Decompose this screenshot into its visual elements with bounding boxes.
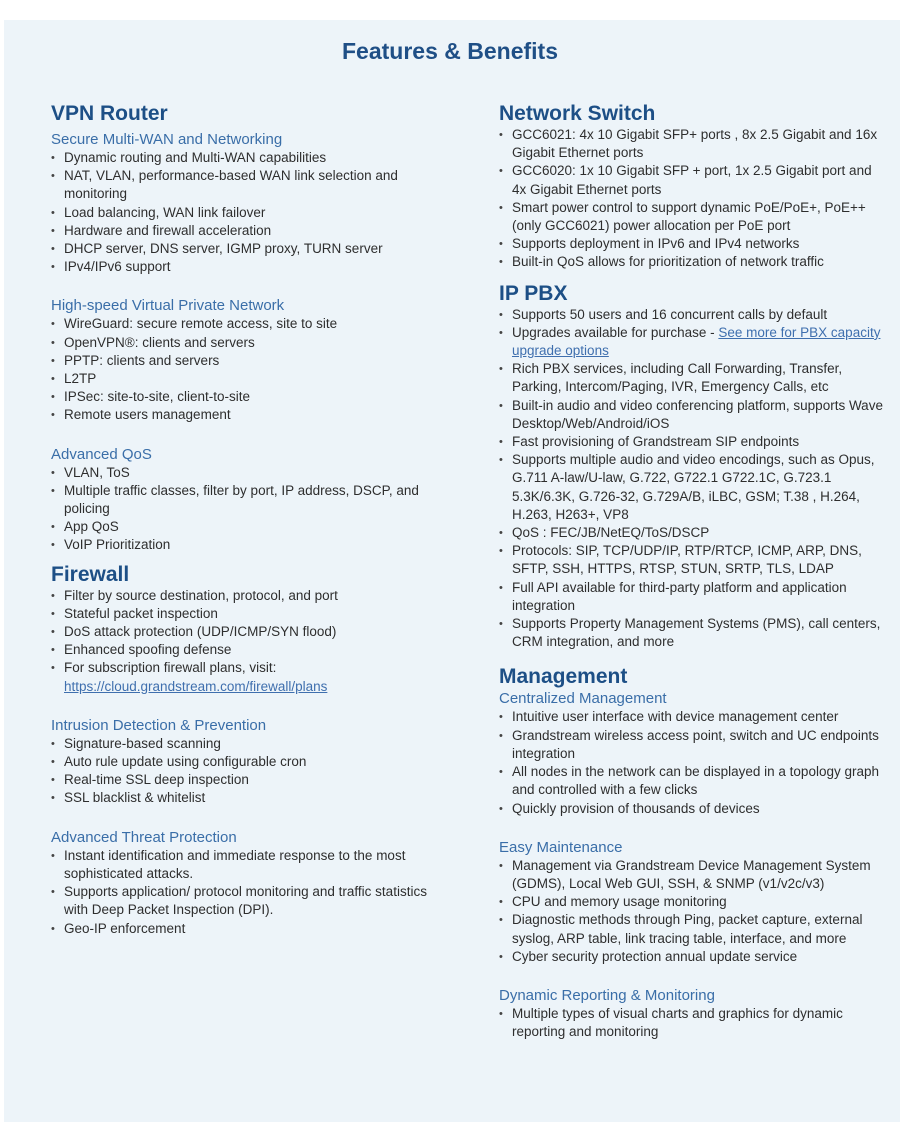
vpn-subheading: High-speed Virtual Private Network xyxy=(51,297,285,315)
list-item: • Intuitive user interface with device management center xyxy=(499,708,889,726)
list-item: • PPTP: clients and servers xyxy=(51,352,443,370)
list-item: • Signature-based scanning xyxy=(51,735,443,753)
ip-pbx-heading: IP PBX xyxy=(499,281,568,305)
qos-subheading: Advanced QoS xyxy=(51,445,152,463)
list-item: • Diagnostic methods through Ping, packet capture, external syslog, ARP table, link tracing table, interface, and more xyxy=(499,911,889,947)
list-item: • IPv4/IPv6 support xyxy=(51,258,443,276)
right-column xyxy=(499,102,889,1041)
list-item: • Enhanced spoofing defense xyxy=(51,641,443,659)
list-item: • Load balancing, WAN link failover xyxy=(51,204,443,222)
list-item: • Grandstream wireless access point, switch and UC endpoints integration xyxy=(499,727,889,763)
firewall-heading: Firewall xyxy=(51,562,130,586)
list-item: • Management via Grandstream Device Management System (GDMS), Local Web GUI, SSH, & SNMP (v1/v2c/v3) xyxy=(499,857,889,893)
list-item: • IPSec: site-to-site, client-to-site xyxy=(51,388,443,406)
list-item: • GCC6021: 4x 10 Gigabit SFP+ ports , 8x 2.5 Gigabit and 16x Gigabit Ethernet ports xyxy=(499,126,889,162)
vpn-list xyxy=(51,315,443,424)
list-item xyxy=(51,659,443,695)
ip-pbx-list xyxy=(499,306,889,652)
centralized-list xyxy=(499,708,889,817)
list-item: • Dynamic routing and Multi-WAN capabilities xyxy=(51,149,443,167)
maintenance-subheading: Easy Maintenance xyxy=(499,838,623,856)
centralized-subheading: Centralized Management xyxy=(499,690,667,708)
threat-subheading: Advanced Threat Protection xyxy=(51,828,237,846)
list-item: • Smart power control to support dynamic PoE/PoE+, PoE++ (only GCC6021) power allocation per PoE port xyxy=(499,199,889,235)
list-item: • App QoS xyxy=(51,518,443,536)
reporting-list xyxy=(499,1005,889,1041)
list-item: • L2TP xyxy=(51,370,443,388)
intrusion-list xyxy=(51,735,443,808)
list-item: • SSL blacklist & whitelist xyxy=(51,789,443,807)
list-item: • Filter by source destination, protocol, and port xyxy=(51,587,443,605)
list-item: • Rich PBX services, including Call Forwarding, Transfer, Parking, Intercom/Paging, IVR, Emergency Calls, etc xyxy=(499,360,889,396)
pbx-upgrade-link[interactable]: See more for PBX capacity upgrade options xyxy=(512,324,881,359)
management-heading: Management xyxy=(499,665,628,689)
list-item: • Geo-IP enforcement xyxy=(51,920,443,938)
list-item: • QoS : FEC/JB/NetEQ/ToS/DSCP xyxy=(499,524,889,542)
multi-wan-list xyxy=(51,149,443,276)
threat-list xyxy=(51,847,443,938)
qos-list xyxy=(51,464,443,555)
vpn-router-heading: VPN Router xyxy=(51,102,168,125)
list-item: • WireGuard: secure remote access, site to site xyxy=(51,315,443,333)
upgrade-text: Upgrades available for purchase - xyxy=(512,324,719,340)
list-item: • GCC6020: 1x 10 Gigabit SFP + port, 1x 2.5 Gigabit port and 4x Gigabit Ethernet ports xyxy=(499,162,889,198)
list-item: • Quickly provision of thousands of devices xyxy=(499,800,889,818)
list-item: • Fast provisioning of Grandstream SIP endpoints xyxy=(499,433,889,451)
multi-wan-subheading: Secure Multi-WAN and Networking xyxy=(51,131,283,148)
list-item: • Remote users management xyxy=(51,406,443,424)
list-item: • Protocols: SIP, TCP/UDP/IP, RTP/RTCP, ICMP, ARP, DNS, SFTP, SSH, HTTPS, RTSP, STUN, SRTP, TLS, LDAP xyxy=(499,542,889,578)
list-item: • Built-in QoS allows for prioritization of network traffic xyxy=(499,253,889,271)
firewall-plans-text: For subscription firewall plans, visit: xyxy=(64,660,277,676)
list-item: • Multiple types of visual charts and graphics for dynamic reporting and monitoring xyxy=(499,1005,889,1041)
list-item: • DHCP server, DNS server, IGMP proxy, TURN server xyxy=(51,240,443,258)
list-item: • DoS attack protection (UDP/ICMP/SYN flood) xyxy=(51,623,443,641)
reporting-subheading: Dynamic Reporting & Monitoring xyxy=(499,986,715,1004)
page-title: Features & Benefits xyxy=(341,38,558,64)
list-item: • VLAN, ToS xyxy=(51,464,443,482)
list-item: • Real-time SSL deep inspection xyxy=(51,771,443,789)
list-item: • OpenVPN®: clients and servers xyxy=(51,334,443,352)
maintenance-list xyxy=(499,857,889,966)
intrusion-subheading: Intrusion Detection & Prevention xyxy=(51,716,267,734)
firewall-list xyxy=(51,587,443,696)
list-item: • Stateful packet inspection xyxy=(51,605,443,623)
list-item: • VoIP Prioritization xyxy=(51,536,443,554)
list-item: • All nodes in the network can be displayed in a topology graph and controlled with a few clicks xyxy=(499,763,889,799)
list-item: • CPU and memory usage monitoring xyxy=(499,893,889,911)
list-item xyxy=(499,324,889,360)
list-item: • NAT, VLAN, performance-based WAN link selection and monitoring xyxy=(51,167,443,203)
network-switch-heading: Network Switch xyxy=(499,102,656,125)
list-item: • Auto rule update using configurable cron xyxy=(51,753,443,771)
list-item: • Hardware and firewall acceleration xyxy=(51,222,443,240)
list-item: • Supports application/ protocol monitoring and traffic statistics with Deep Packet Inspection (DPI). xyxy=(51,883,443,919)
list-item: • Supports Property Management Systems (PMS), call centers, CRM integration, and more xyxy=(499,615,889,651)
network-switch-list xyxy=(499,126,889,272)
list-item: • Full API available for third-party platform and application integration xyxy=(499,579,889,615)
left-column xyxy=(51,102,443,938)
list-item: • Built-in audio and video conferencing platform, supports Wave Desktop/Web/Android/iOS xyxy=(499,397,889,433)
firewall-plans-link[interactable]: https://cloud.grandstream.com/firewall/plans xyxy=(64,678,328,694)
list-item: • Supports multiple audio and video encodings, such as Opus, G.711 A-law/U-law, G.722, G722.1 G722.1C, G.723.1 5.3K/6.3K, G.726-32, G.729A/B, iLBC, GSM; T.38 , H.264, H.263, H263+, VP8 xyxy=(499,451,889,524)
list-item: • Multiple traffic classes, filter by port, IP address, DSCP, and policing xyxy=(51,482,443,518)
list-item: • Instant identification and immediate response to the most sophisticated attacks. xyxy=(51,847,443,883)
list-item: • Cyber security protection annual update service xyxy=(499,948,889,966)
list-item: • Supports deployment in IPv6 and IPv4 networks xyxy=(499,235,889,253)
list-item: • Supports 50 users and 16 concurrent calls by default xyxy=(499,306,889,324)
